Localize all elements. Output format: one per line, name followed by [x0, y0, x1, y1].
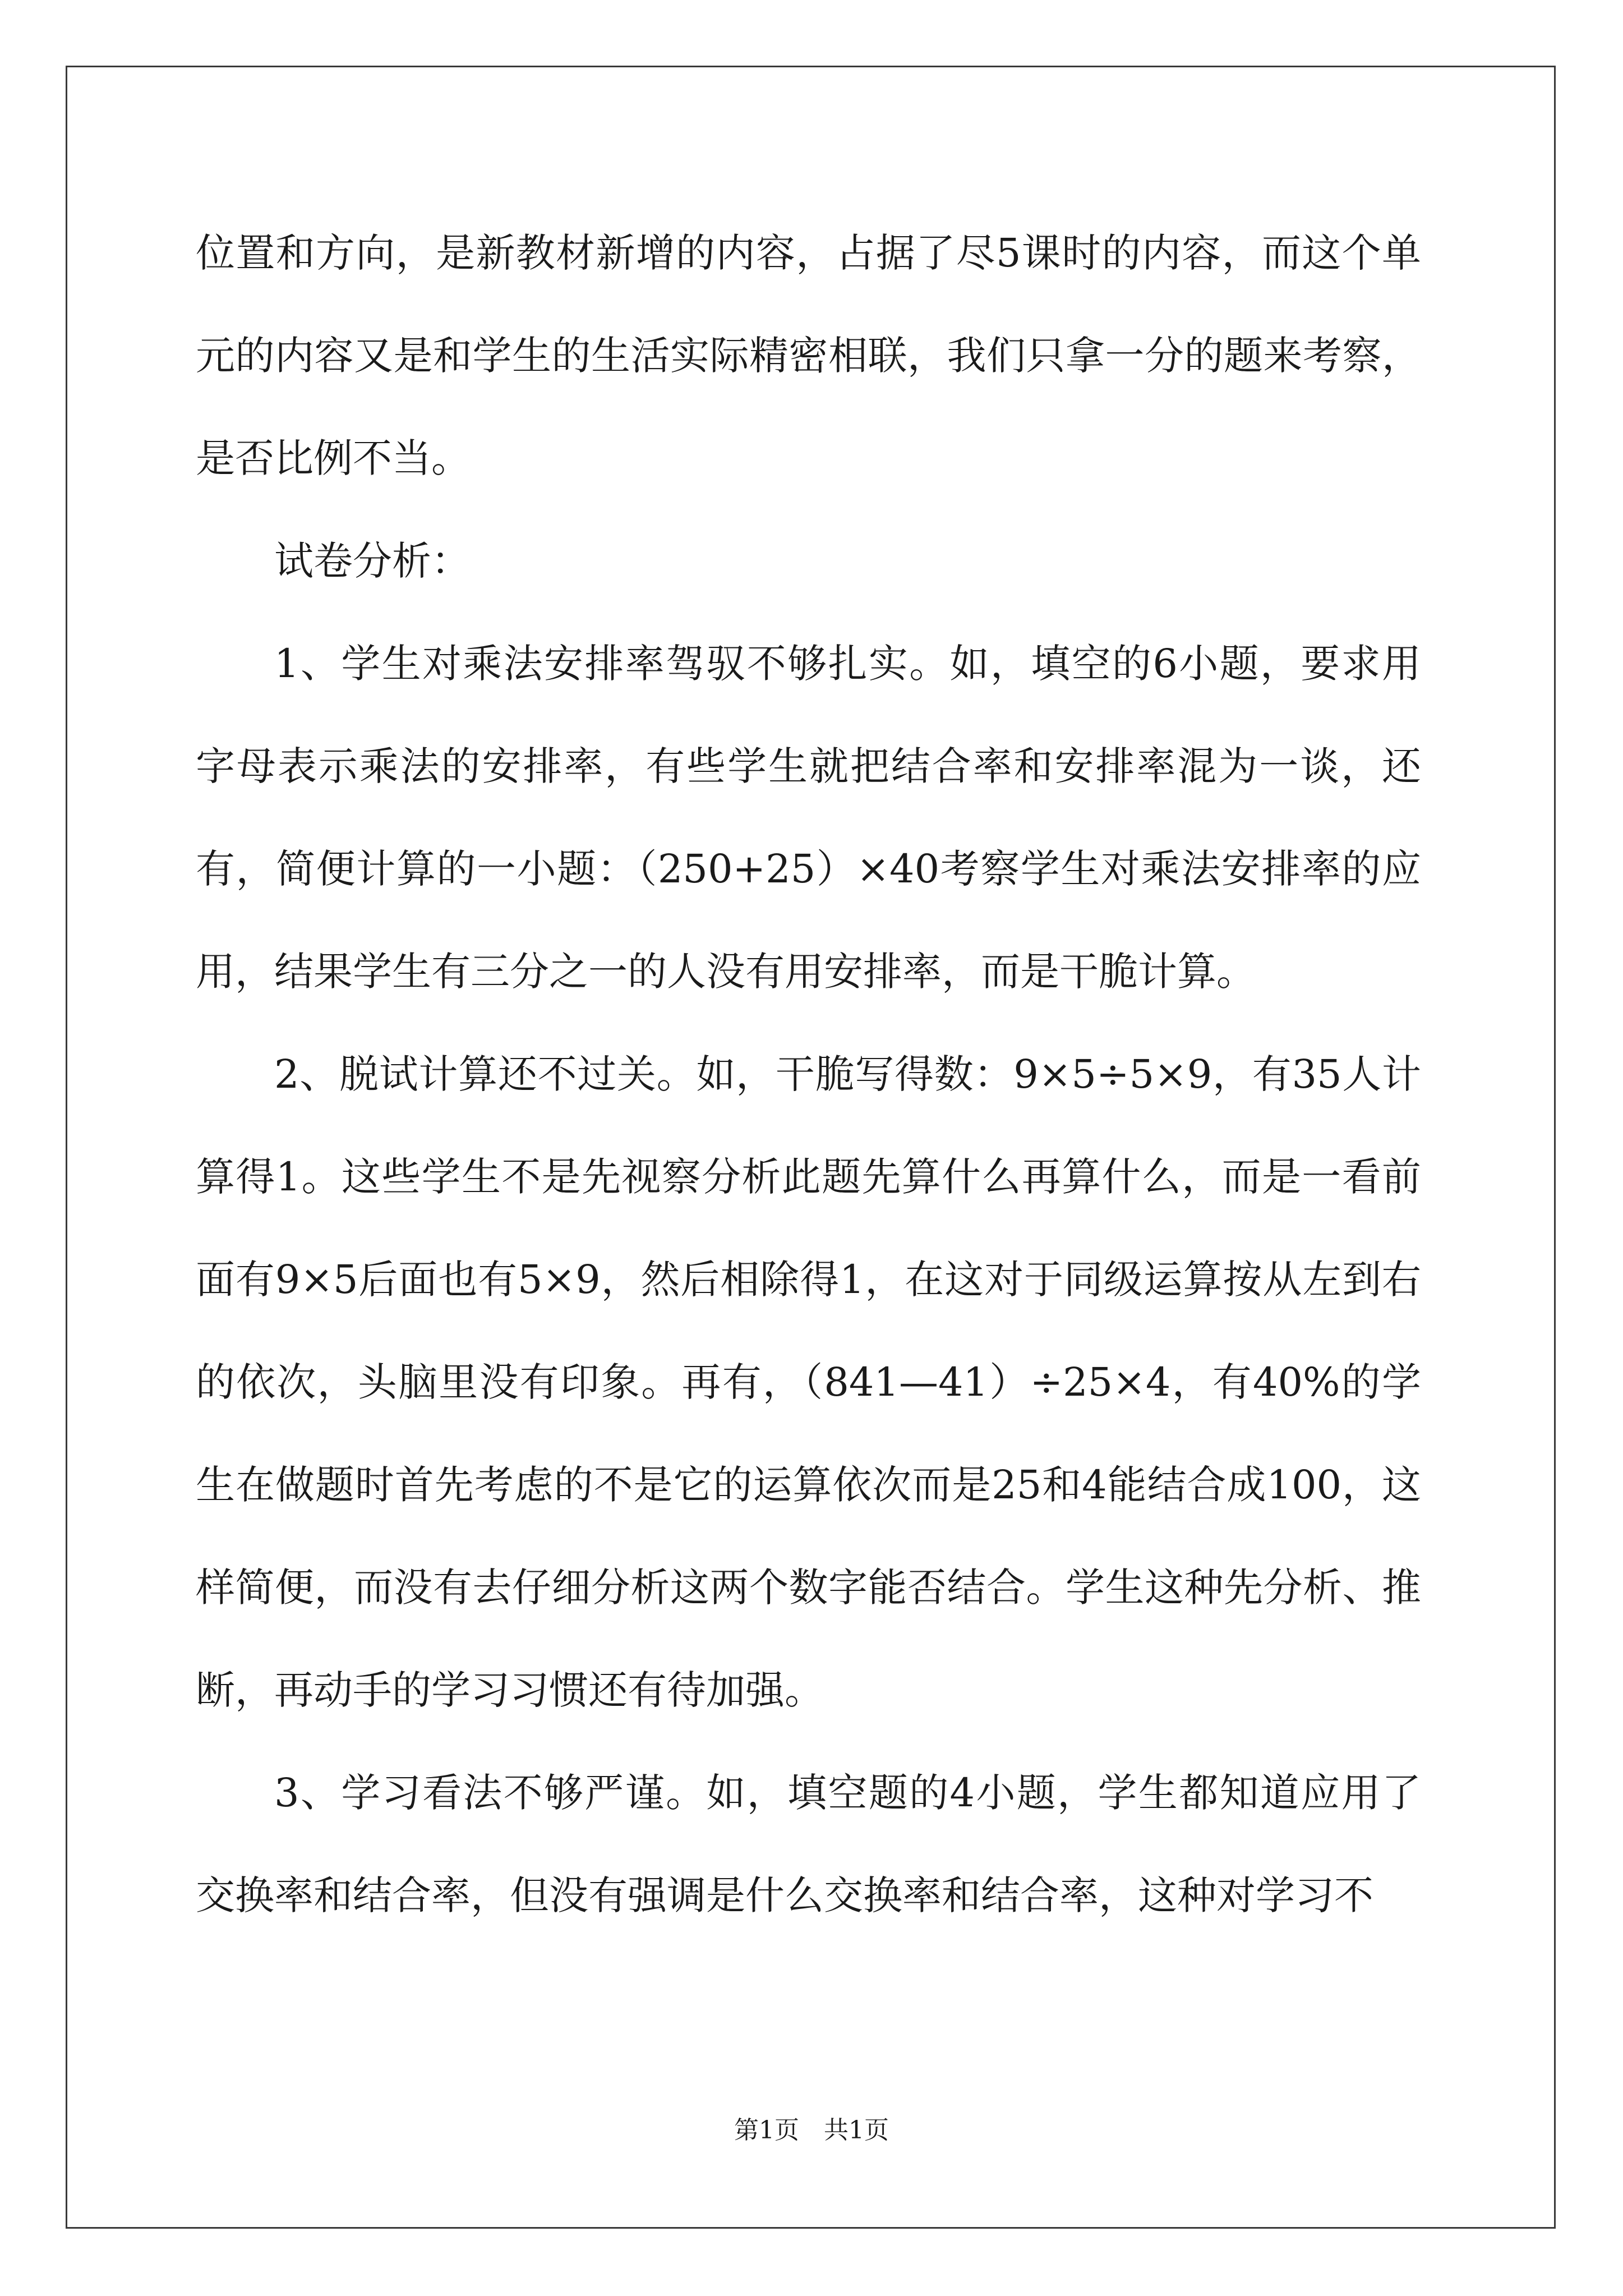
paragraph-point-2: 2、脱试计算还不过关。如，干脆写得数：9×5÷5×9，有35人计算得1。这些学生不是先视察分析此题先算什么再算什么，而是一看前面有9×5后面也有5×9，然后相除得1，在这对于同级运算按从左到右的依次，头脑里没有印象。再有，（841—41）÷25×4，有40%的学生在做题时首先考虑的不是它的运算依次而是25和4能结合成100，这样简便，而没有去仔细分析这两个数字能否结合。学生这种先分析、推断，再动手的学习习惯还有待加强。 [196, 1051, 1421, 1713]
paragraph-analysis-heading: 试卷分析： [274, 538, 471, 584]
paragraph-point-3: 3、学习看法不够严谨。如，填空题的4小题，学生都知道应用了交换率和结合率，但没有强调是什么交换率和结合率，这种对学习不 [196, 1770, 1421, 1918]
page-number-footer: 第1页 共1页 [734, 2116, 889, 2145]
document-body [196, 202, 1421, 1947]
paragraph-point-1: 1、学生对乘法安排率驾驭不够扎实。如，填空的6小题，要求用字母表示乘法的安排率，有些学生就把结合率和安排率混为一谈，还有，简便计算的一小题：（250+25）×40考察学生对乘法安排率的应用，结果学生有三分之一的人没有用安排率，而是干脆计算。 [196, 641, 1421, 995]
paragraph-intro: 位置和方向，是新教材新增的内容，占据了尽5课时的内容，而这个单元的内容又是和学生的生活实际精密相联，我们只拿一分的题来考察，是否比例不当。 [196, 230, 1421, 481]
